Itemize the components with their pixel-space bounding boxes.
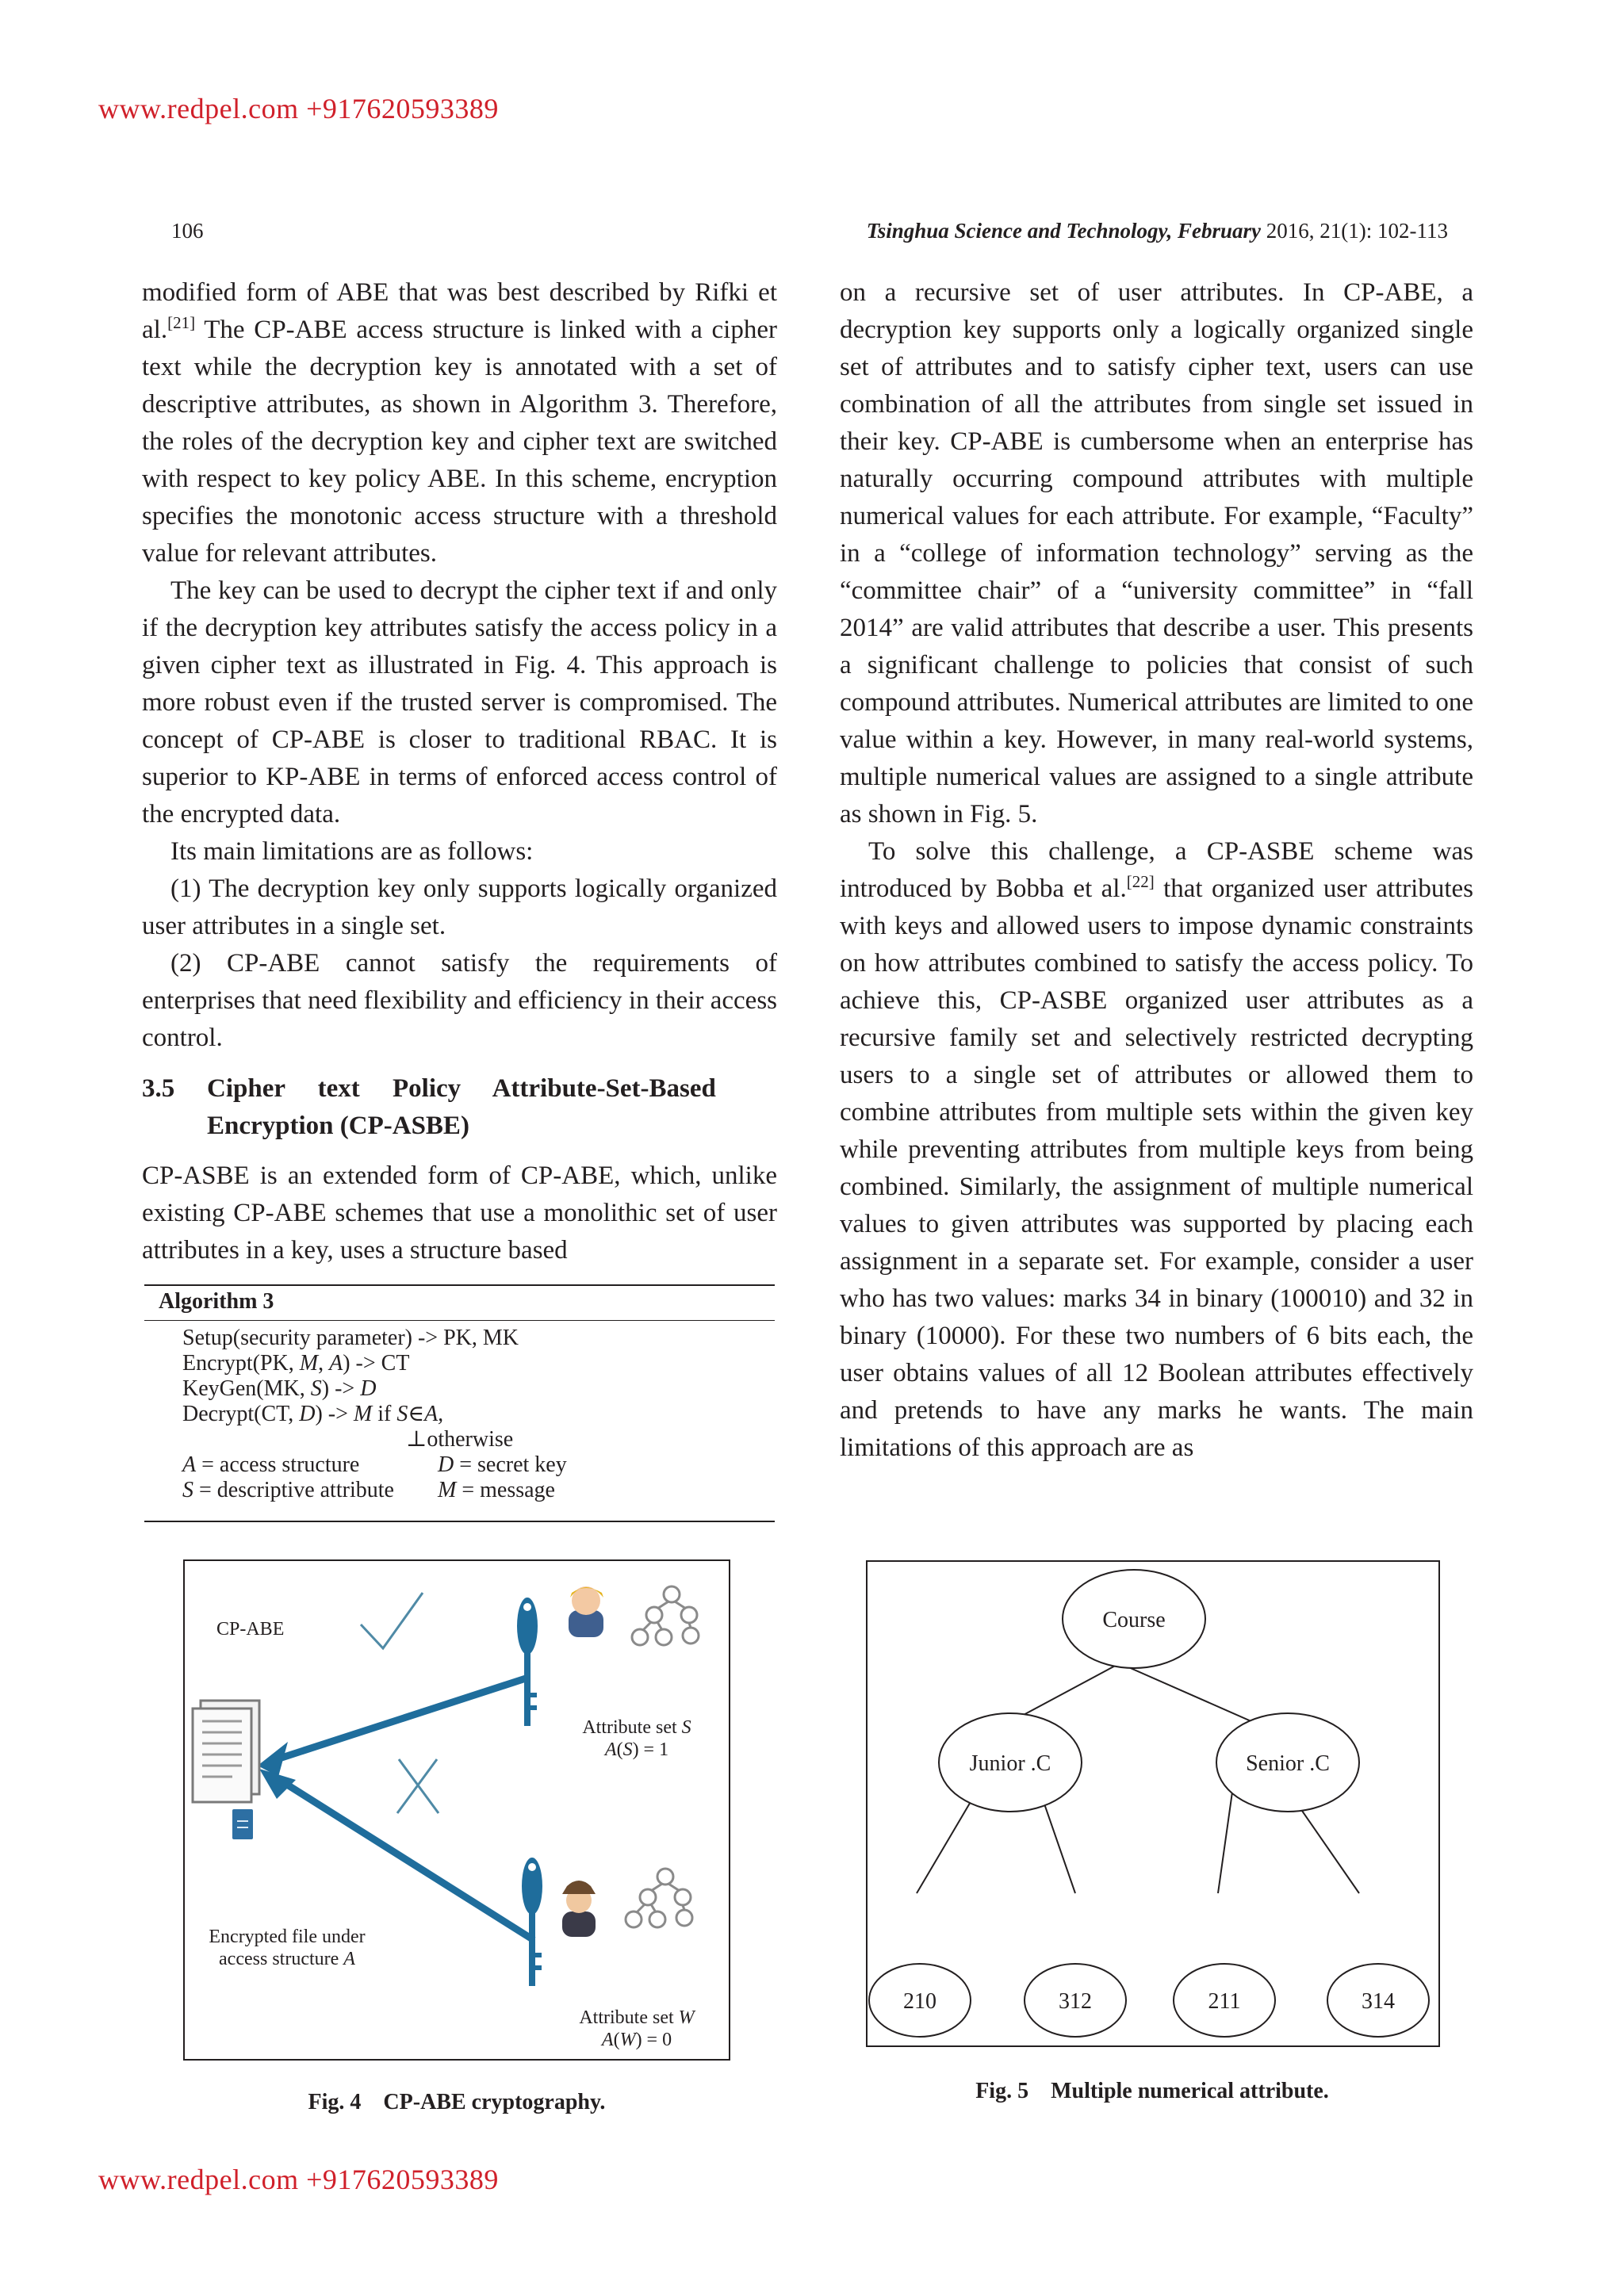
algorithm-line: Setup(security parameter) -> PK, MK [182,1326,519,1350]
paragraph: on a recursive set of user attributes. In CP-ABE, a decryption key supports only a logically organized single set of attributes and to satisfy cipher text, users can use combination of all the attributes from single set issued in their key. CP-ABE is cumbersome when an enterprise has naturally occurring compound attributes with multiple numerical values for each attribute. For example, “Faculty” in a “college of information technology” serving as the “committee chair” of a “university committee” in “fall 2014” are valid attributes that describe a user. This presents a significant challenge to policies that consist of such compound attributes. Numerical attributes are limited to one value within a key. However, in many real-world systems, multiple numerical values are assigned to a single attribute as shown in Fig. 5. [840,278,1473,828]
rule-bottom [144,1521,775,1522]
citation-ref: [21] [167,313,196,332]
cpabe-label: CP-ABE [216,1619,285,1640]
algorithm-box [144,1284,775,1524]
encrypted-file-label: Encrypted file under access structure A [209,1927,366,1969]
figure-5-tree [868,1562,1438,2045]
citation-ref: [22] [1126,872,1155,891]
rule-top [144,1284,775,1286]
cross-icon [397,1759,439,1813]
figure-5-caption: Fig. 5 Multiple numerical attribute. [975,2079,1329,2103]
watermark-bottom: www.redpel.com +917620593389 [98,2164,499,2195]
section-number: 3.5 [142,1074,175,1103]
paragraph: CP-ASBE is an extended form of CP-ABE, which, unlike existing CP-ABE schemes that use a monolithic set of user attributes in a key, uses a structure based [142,1161,777,1265]
algorithm-body [182,1326,769,1503]
paragraph [142,274,777,572]
left-column-text [142,274,777,1057]
list-item: (1) The decryption key only supports logically organized user attributes in a single set. [142,874,777,940]
arrow-line [272,1678,526,1761]
section-title-line: Encryption (CP-ASBE) [207,1112,469,1140]
leaf-label: 211 [1208,1989,1241,2014]
lock-icon [232,1809,253,1839]
attribute-set-s-label: Attribute set S A(S) = 1 [582,1717,691,1760]
text-run: To solve this challenge, a CP-ASBE scheme was introduced by Bobba et al. [840,837,1473,903]
page-number: 106 [171,219,204,243]
user-avatar-icon [569,1586,603,1637]
text-run: that organized user attributes with keys and allowed users to impose dynamic constraints on how attributes combined to satisfy the access policy. To achieve this, CP-ASBE organized user attributes as a recursive family set and selectively restricted decrypting users to a single set of attributes or allowed them to combine attributes from multiple sets within the given key while preventing attributes from multiple keys from being combined. Similarly, the assignment of multiple numerical values to given attributes was supported by placing each assignment in a separate set. For example, consider a user who has two values: marks 34 in binary (100010) and 32 in binary (10000). For these two numbers of 6 bits each, the user obtains values of all 12 Boolean attributes effectively and pretends to have any marks he wants. The main limitations of this approach are as [840,874,1473,1462]
leaf-label: 312 [1059,1989,1092,2014]
algorithm-line: Encrypt(PK, M, A) -> CT [182,1351,410,1376]
rule-mid [144,1320,775,1321]
figure-4-caption: Fig. 4 CP-ABE cryptography. [308,2090,606,2114]
watermark-top: www.redpel.com +917620593389 [98,93,499,124]
figure-4-frame [183,1559,730,2061]
check-icon [361,1593,423,1648]
leaf-label: 210 [903,1989,936,2014]
section-heading [142,1070,777,1145]
paragraph: The key can be used to decrypt the cipher text if and only if the decryption key attributes satisfy the access policy in a given cipher text as illustrated in Fig. 4. This approach is more robust even if the trusted server is compromised. The concept of CP-ABE is closer to traditional RBAC. It is superior to KP-ABE in terms of enforced access control of the encrypted data. [142,576,777,828]
leaf-label: 314 [1362,1989,1395,2014]
algorithm-title: Algorithm 3 [159,1289,274,1314]
node-label-root: Course [1102,1608,1166,1632]
running-header [867,219,1448,243]
document-icon [193,1701,259,1802]
attribute-tree-icon [626,1869,692,1927]
paragraph: Its main limitations are as follows: [170,837,534,866]
node-label-left: Junior .C [969,1751,1051,1776]
attribute-set-w-label: Attribute set W A(W) = 0 [579,2007,695,2050]
left-column-text-2 [142,1158,777,1269]
arrow-line [272,1775,534,1940]
section-title-line: Cipher text Policy Attribute-Set-Based [207,1074,716,1103]
text-run: modified form of ABE that was best described by Rifki et al. [142,278,777,344]
journal-name: Tsinghua Science and Technology, February [866,219,1262,243]
list-item: (2) CP-ABE cannot satisfy the requirements of enterprises that need flexibility and efficiency in their access control. [142,949,777,1052]
journal-citation: 2016, 21(1): 102-113 [1261,219,1448,243]
algorithm-line: KeyGen(MK, S) -> D [182,1376,377,1401]
text-run: The CP-ABE access structure is linked with a cipher text while the decryption key is annotated with a set of descriptive attributes, as shown in Algorithm 3. Therefore, the roles of the decryption key and cipher text are switched with respect to key policy ABE. In this scheme, encryption specifies the monotonic access structure with a threshold value for relevant attributes. [142,316,777,568]
algorithm-line: ⊥otherwise [406,1427,514,1452]
algorithm-line: Decrypt(CT, D) -> M if S∈A, [182,1402,444,1426]
algorithm-defs: A = access structure D = secret key [182,1452,567,1477]
algorithm-defs: S = descriptive attribute M = message [182,1478,555,1502]
key-icon [522,1858,542,1986]
user-avatar-icon [562,1881,596,1937]
figure-5-frame [866,1560,1440,2047]
node-label-right: Senior .C [1246,1751,1330,1776]
paragraph [840,833,1473,1467]
attribute-tree-icon [632,1586,699,1645]
key-icon [517,1598,538,1726]
right-column-text [840,274,1473,1467]
